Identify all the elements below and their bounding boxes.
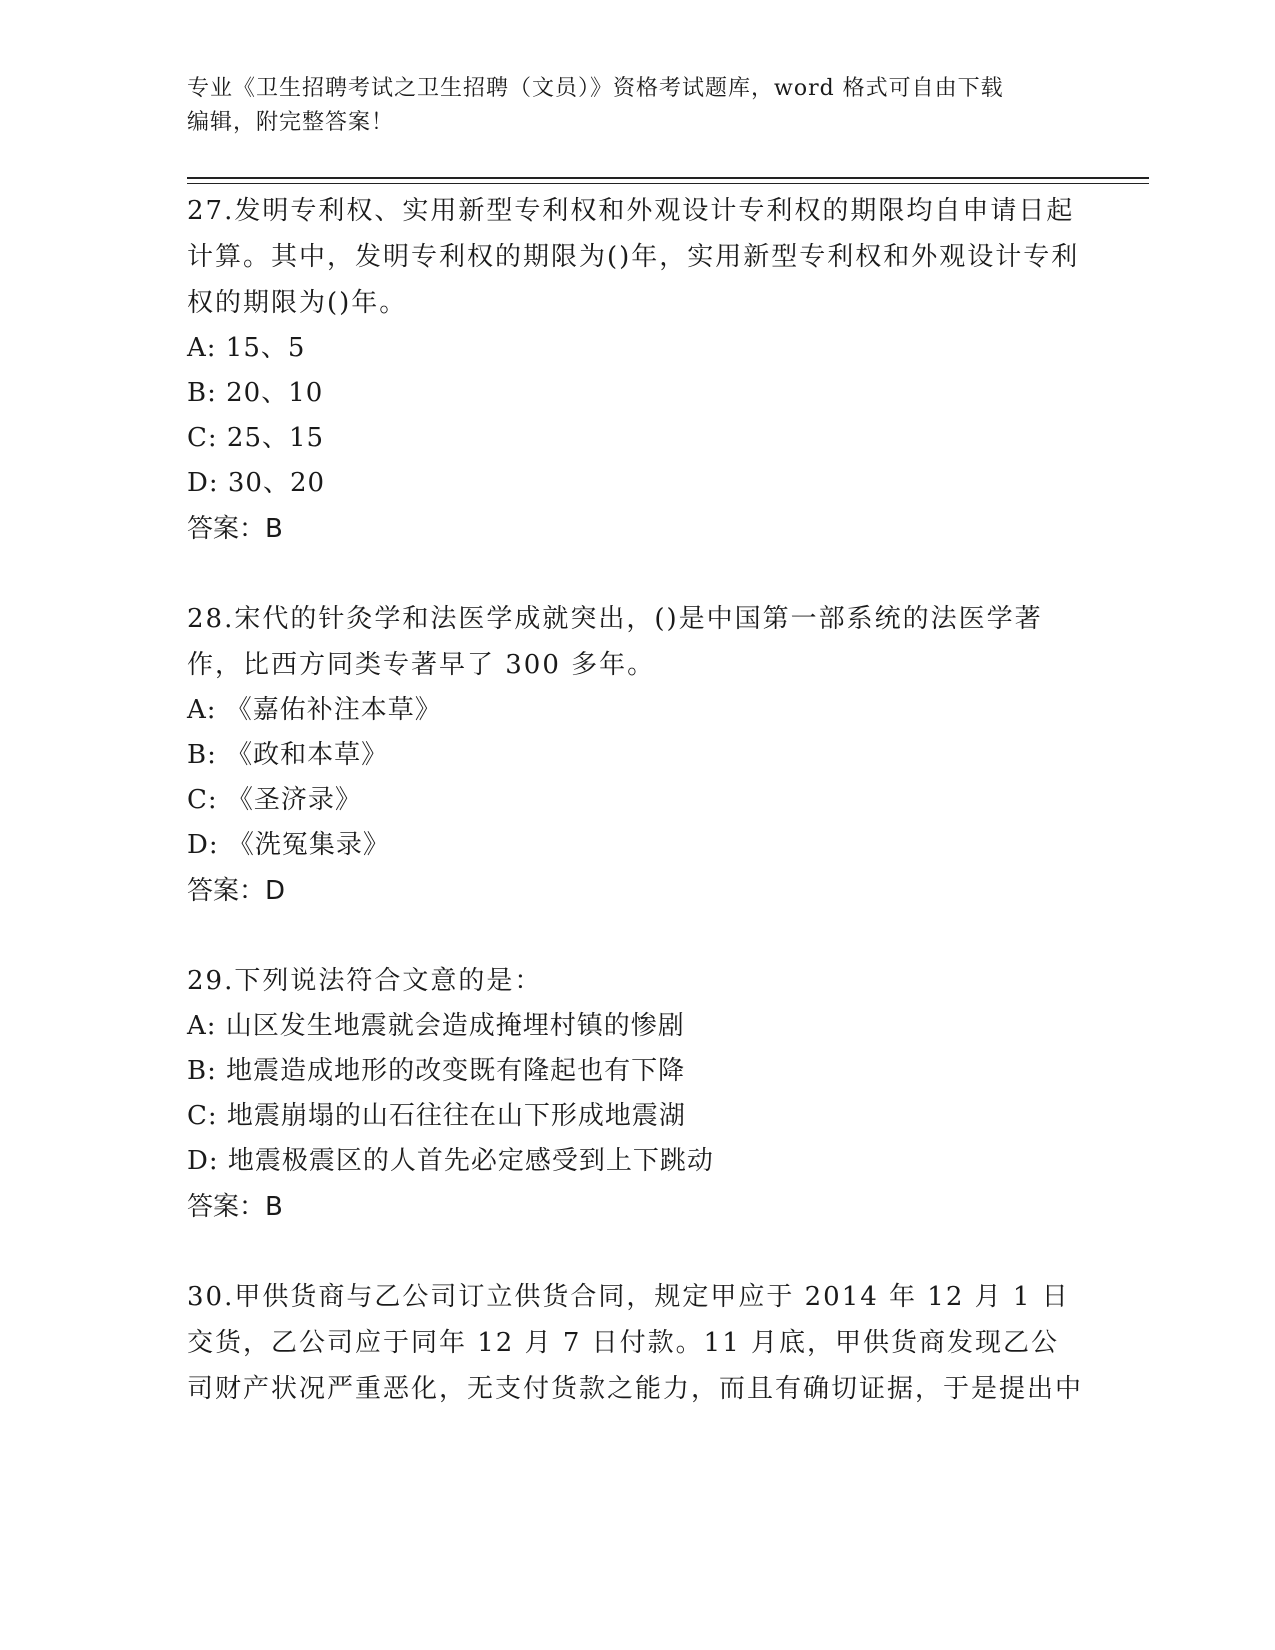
header-divider-thick xyxy=(187,177,1149,179)
header-divider-thin xyxy=(187,183,1149,184)
question-list xyxy=(187,188,1087,1456)
question-28 xyxy=(187,596,1087,914)
option-c: C: 25、15 xyxy=(187,423,325,453)
answer-line: 答案：B xyxy=(187,514,283,544)
option-c: C: 地震崩塌的山石往往在山下形成地震湖 xyxy=(187,1101,686,1131)
question-stem: 29.下列说法符合文意的是： xyxy=(187,966,543,996)
option-d: D: 30、20 xyxy=(187,468,326,498)
question-stem: 28.宋代的针灸学和法医学成就突出，()是中国第一部系统的法医学著作，比西方同类专著早了 300 多年。 xyxy=(187,604,1043,680)
document-header xyxy=(187,72,1087,140)
header-line-2: 编辑，附完整答案！ xyxy=(187,110,395,135)
option-a: A: 山区发生地震就会造成掩埋村镇的惨剧 xyxy=(187,1011,685,1041)
option-b: B: 20、10 xyxy=(187,378,324,408)
option-d: D: 地震极震区的人首先必定感受到上下跳动 xyxy=(187,1146,714,1176)
option-b: B: 《政和本草》 xyxy=(187,740,389,770)
question-27 xyxy=(187,188,1087,552)
option-a: A: 《嘉佑补注本草》 xyxy=(187,695,442,725)
question-stem: 27.发明专利权、实用新型专利权和外观设计专利权的期限均自申请日起计算。其中，发明专利权的期限为()年，实用新型专利权和外观设计专利权的期限为()年。 xyxy=(187,196,1080,318)
option-d: D: 《洗冤集录》 xyxy=(187,830,390,860)
answer-line: 答案：B xyxy=(187,1192,283,1222)
option-a: A: 15、5 xyxy=(187,333,306,363)
header-line-1: 专业《卫生招聘考试之卫生招聘（文员）》资格考试题库，word 格式可自由下载 xyxy=(187,76,1004,101)
option-c: C: 《圣济录》 xyxy=(187,785,362,815)
answer-line: 答案：D xyxy=(187,876,286,906)
question-29 xyxy=(187,958,1087,1230)
option-b: B: 地震造成地形的改变既有隆起也有下降 xyxy=(187,1056,686,1086)
question-30 xyxy=(187,1274,1087,1412)
question-stem: 30.甲供货商与乙公司订立供货合同，规定甲应于 2014 年 12 月 1 日交货，乙公司应于同年 12 月 7 日付款。11 月底，甲供货商发现乙公司财产状况严重恶化，无支付货款之能力，而且有确切证据，于是提出中 xyxy=(187,1282,1084,1404)
